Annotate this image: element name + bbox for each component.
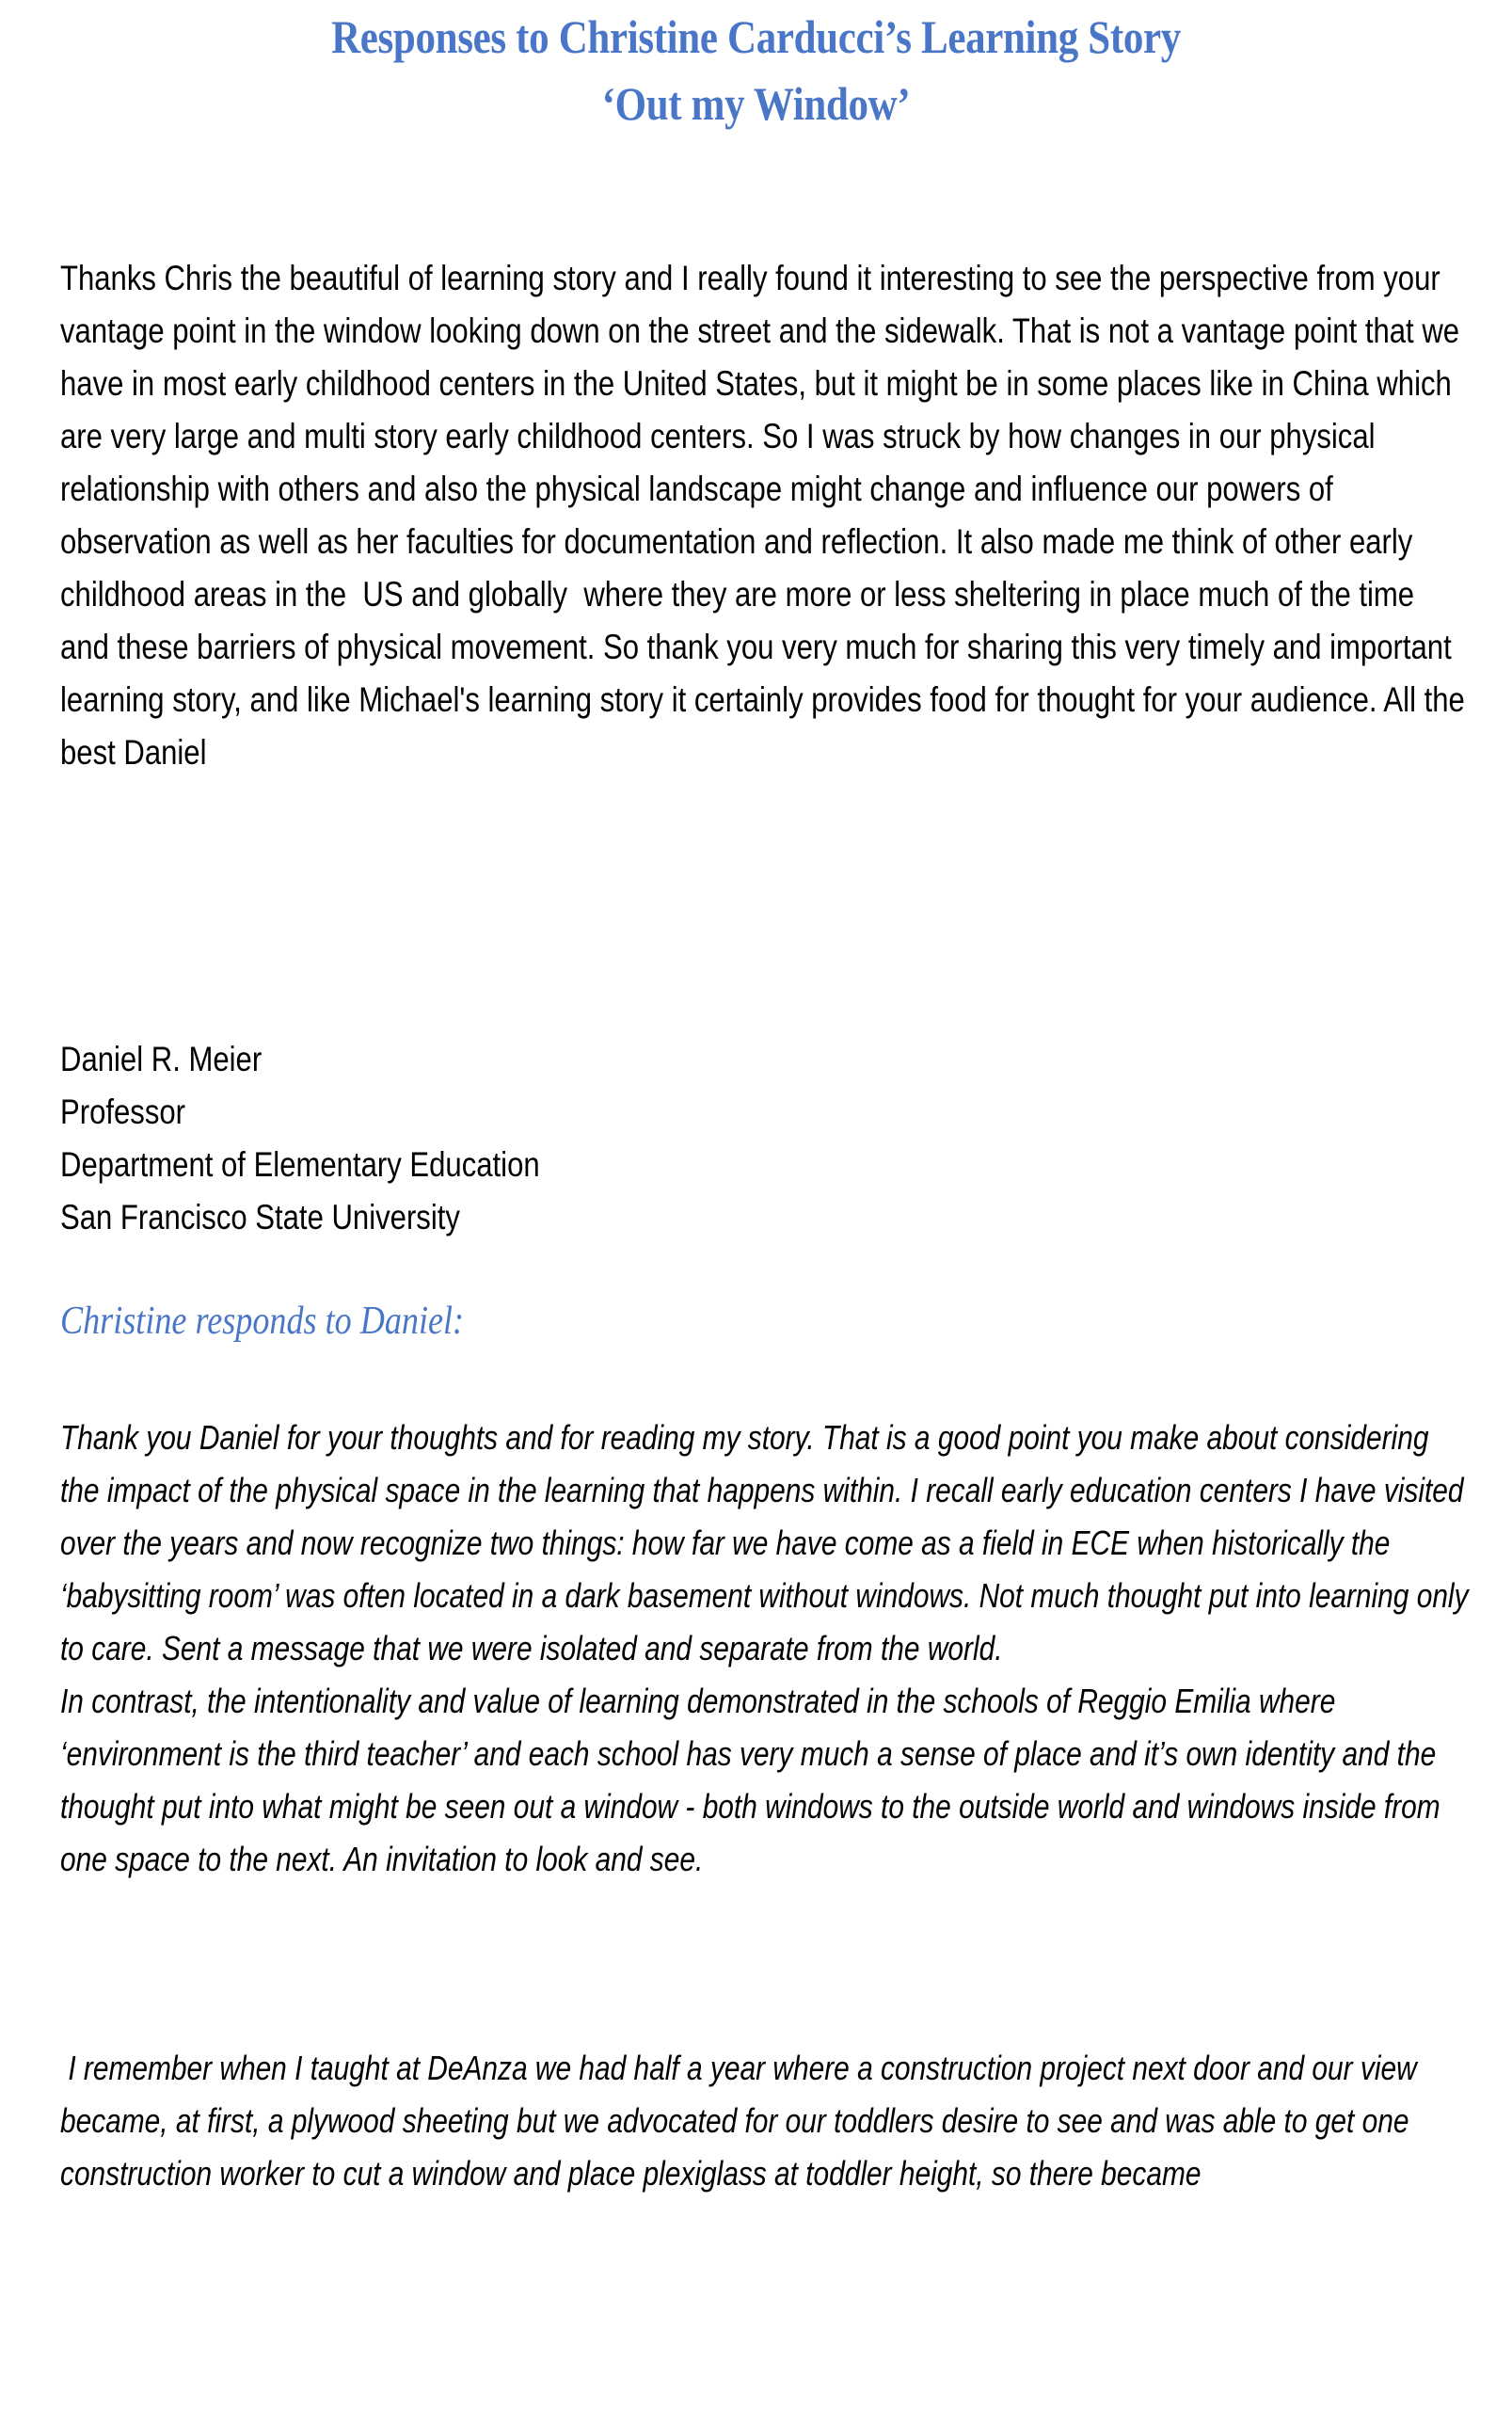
christine-response-paragraph-2: In contrast, the intentionality and value of learning demonstrated in the schools of Reggio Emilia where ‘environment is the third teacher’ and each school has very much a sense of place and it’s own identity and the thought put into what might be seen out a window - both windows to the outside world and windows inside from one space to the next. An invitation to look and see. xyxy=(60,1682,1448,1878)
signature-institution: San Francisco State University xyxy=(60,1198,460,1236)
christine-response-heading: Christine responds to Daniel: xyxy=(60,1300,465,1343)
signature-name: Daniel R. Meier xyxy=(60,1040,263,1078)
christine-response-body-1 xyxy=(60,1412,1476,1675)
christine-response-heading-wrap xyxy=(60,1297,1472,1346)
daniel-letter-body xyxy=(60,252,1472,779)
page-title xyxy=(0,4,1512,137)
christine-response-paragraph-1: Thank you Daniel for your thoughts and for reading my story. That is a good point you make about considering the impact of the physical space in the learning that happens within. I recall early education centers I have visited over the years and now recognize two things: how far we have come as a field in ECE when historically the ‘babysitting room’ was often located in a dark basement without windows. Not much thought put into learning only to care. Sent a message that we were isolated and separate from the world. xyxy=(60,1418,1476,1667)
signature-department: Department of Elementary Education xyxy=(60,1145,540,1184)
page-title-line-1: Responses to Christine Carducci’s Learning Story xyxy=(331,10,1181,63)
christine-response-body-3 xyxy=(60,2042,1472,2200)
page-title-line-2: ‘Out my Window’ xyxy=(601,77,911,130)
christine-response-paragraph-3: I remember when I taught at DeAnza we had half a year where a construction project next door and our view became, at first, a plywood sheeting but we advocated for our toddlers desire to see and was able to get one construction worker to cut a window and place plexiglass at toddler height, so there became xyxy=(60,2049,1424,2193)
christine-response-body-2 xyxy=(60,1675,1472,1886)
daniel-letter-paragraph: Thanks Chris the beautiful of learning story and I really found it interesting to see the perspective from your vantage point in the window looking down on the street and the sidewalk. That is not a vantage point that we have in most early childhood centers in the United States, but it might be in some places like in China which are very large and multi story early childhood centers. So I was struck by how changes in our physical relationship with others and also the physical landscape might change and influence our powers of observation as well as her faculties for documentation and reflection. It also made me think of other early childhood areas in the US and globally where they are more or less sheltering in place much of the time and these barriers of physical movement. So thank you very much for sharing this very timely and important learning story, and like Michael's learning story it certainly provides food for thought for your audience. All the best Daniel xyxy=(60,259,1473,772)
daniel-signature-block xyxy=(60,1033,1472,1244)
signature-role: Professor xyxy=(60,1093,186,1131)
